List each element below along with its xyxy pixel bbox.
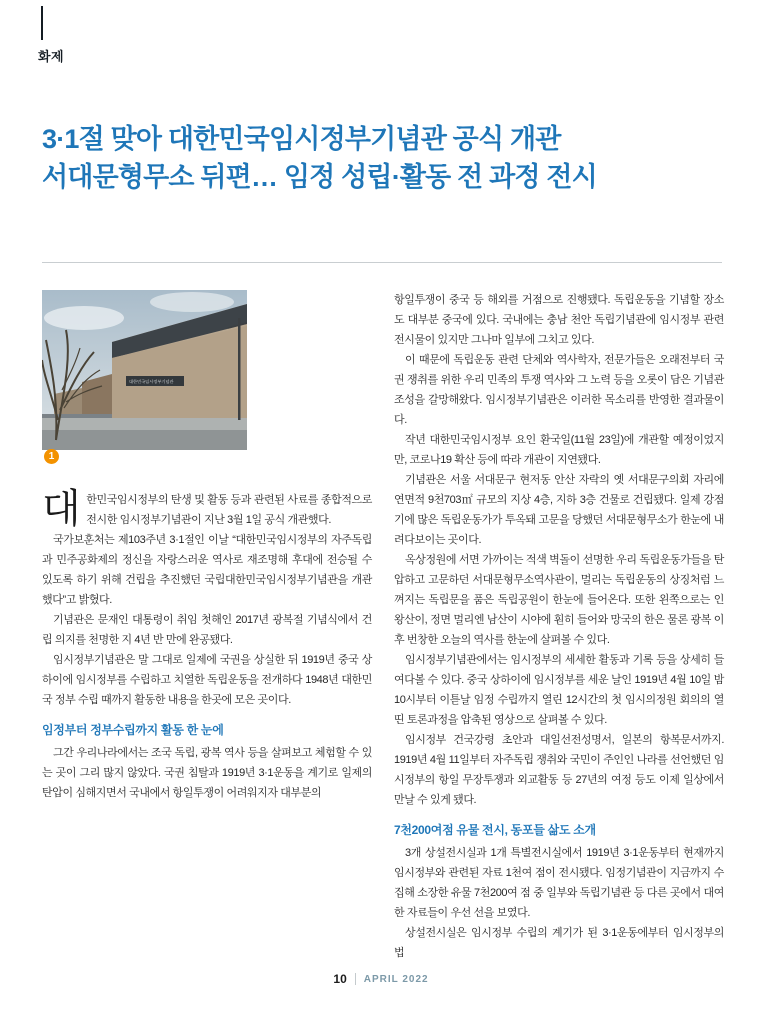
drop-cap: 대	[42, 487, 81, 531]
paragraph: 임시정부기념관은 말 그대로 일제에 국권을 상실한 뒤 1919년 중국 상하이에 임시정부를 수립하고 치열한 독립운동을 전개하다 1948년 대한민국 정부 수립 때까지 활동한 내용을 한곳에 모은 곳이다.	[42, 654, 372, 706]
page-footer	[0, 972, 762, 986]
paragraph: 그간 우리나라에서는 조국 독립, 광복 역사 등을 살펴보고 체험할 수 있는 곳이 그리 많지 않았다. 국권 침탈과 1919년 3·1운동을 계기로 일제의 탄압이 심해지면서 국내에서 항일투쟁이 어려워지자 대부분의	[42, 747, 372, 799]
footer-divider	[355, 973, 356, 985]
photo-number-badge: 1	[44, 449, 59, 464]
paragraph: 항일투쟁이 중국 등 해외를 거점으로 진행됐다. 독립운동을 기념할 장소도 대부분 중국에 있다. 국내에는 충남 천안 독립기념관에 임시정부 관련 전시물이 있지만 그나마 일부에 그치고 있다.	[394, 294, 724, 346]
paragraph: 국가보훈처는 제103주년 3·1절인 이날 “대한민국임시정부의 자주독립과 민주공화제의 정신을 자랑스러운 역사로 재조명해 후대에 전승될 수 있도록 하기 위해 건립을 추진했던 국립대한민국임시정부기념관을 개관했다”고 밝혔다.	[42, 534, 372, 606]
header-divider	[42, 262, 722, 263]
article-body	[42, 290, 724, 963]
paragraph: 기념관은 문재인 대통령이 취임 첫해인 2017년 광복절 기념식에서 건립 의지를 천명한 지 4년 반 만에 완공됐다.	[42, 614, 372, 646]
ground	[42, 418, 247, 432]
headline-line-1: 3·1절 맞아 대한민국임시정부기념관 공식 개관	[42, 124, 561, 154]
paragraph: 3개 상설전시실과 1개 특별전시실에서 1919년 3·1운동부터 현재까지 임시정부와 관련된 자료 1천여 점이 전시됐다. 임정기념관이 지금까지 수집해 소장한 유물 7천200여 점 중 일부와 독립기념관 등 다른 곳에서 대여한 자료들이 우선 선을 보였다.	[394, 847, 724, 919]
photo-figure	[42, 290, 247, 462]
left-column	[42, 290, 372, 963]
lead-paragraph	[42, 487, 372, 531]
building-sign-text: 대한민국임시정부기념관	[129, 379, 174, 384]
museum-photo	[42, 290, 247, 450]
right-column	[394, 290, 724, 963]
article-headline	[42, 120, 737, 196]
paragraph: 임시정부기념관에서는 임시정부의 세세한 활동과 기록 등을 상세히 들여다볼 수 있다. 중국 상하이에 임시정부를 세운 날인 1919년 4월 10일 밤 10시부터 이튿날 임정 수립까지 열린 12시간의 첫 임시의정원 회의의 열띤 토론과정을 압축된 영상으로 살펴볼 수 있다.	[394, 654, 724, 726]
paragraph: 작년 대한민국임시정부 요인 환국일(11월 23일)에 개관할 예정이었지만, 코로나19 확산 등에 따라 개관이 지연됐다.	[394, 434, 724, 466]
paragraph: 기념관은 서울 서대문구 현저동 안산 자락의 옛 서대문구의회 자리에 연면적 9천703㎡ 규모의 지상 4층, 지하 3층 건물로 건립됐다. 일제 강점기에 많은 독립운동가가 투옥돼 고문을 당했던 서대문형무소가 한눈에 내려다보이는 곳이다.	[394, 474, 724, 546]
utility-pole	[238, 318, 241, 420]
subhead-left: 임정부터 정부수립까지 활동 한 눈에	[42, 723, 224, 737]
paragraph: 임시정부 건국강령 초안과 대일선전성명서, 일본의 항복문서까지. 1919년 4월 11일부터 자주독립 쟁취와 국민이 주인인 나라를 선언했던 임시정부의 항일 무장투쟁과 외교활동 등 27년의 여정 등도 이제 일상에서 만날 수 있게 됐다.	[394, 734, 724, 806]
lead-text: 한민국임시정부의 탄생 및 활동 등과 관련된 사료를 종합적으로 전시한 임시정부기념관이 지난 3월 1일 공식 개관했다.	[86, 494, 372, 526]
paragraph: 상설전시실은 임시정부 수립의 계기가 된 3·1운동에부터 임시정부의 법	[394, 927, 724, 959]
page-number: 10	[333, 972, 347, 986]
paragraph: 이 때문에 독립운동 관련 단체와 역사학자, 전문가들은 오래전부터 국권 쟁취를 위한 우리 민족의 투쟁 역사와 그 노력 등을 오롯이 담은 기념관 조성을 갈망해왔다. 임시정부기념관은 이러한 목소리를 반영한 결과물이다.	[394, 354, 724, 426]
kicker-accent-bar	[41, 6, 43, 40]
headline-line-2: 서대문형무소 뒤편… 임정 성립·활동 전 과정 전시	[42, 162, 597, 192]
section-kicker: 화제	[38, 49, 65, 64]
issue-label: APRIL 2022	[363, 973, 429, 985]
paragraph: 옥상정원에 서면 가까이는 적색 벽돌이 선명한 우리 독립운동가들을 탄압하고 고문하던 서대문형무소역사관이, 멀리는 독립운동의 상징처럼 느껴지는 독립문을 품은 독립공원이 한눈에 들어온다. 또한 왼쪽으로는 인왕산이, 정면 멀리엔 남산이 시야에 훤히 들어와 망국의 한은 물론 광복 이후 번창한 오늘의 역사를 한눈에 살펴볼 수 있다.	[394, 554, 724, 646]
subhead-right: 7천200여점 유물 전시, 동포들 삶도 소개	[394, 823, 596, 837]
